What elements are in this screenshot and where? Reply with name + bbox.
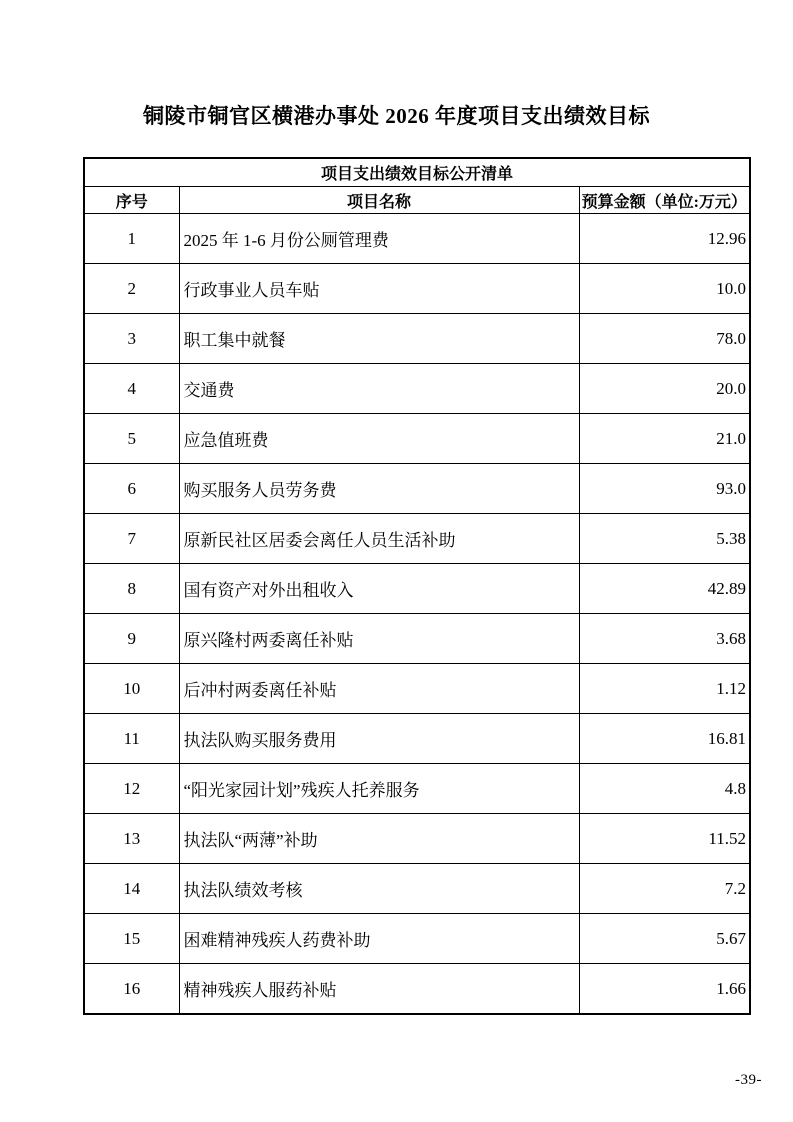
performance-target-table (83, 157, 751, 1015)
row-number-cell: 14 (84, 864, 179, 914)
table-row (84, 464, 750, 514)
table-row (84, 614, 750, 664)
row-number-cell: 10 (84, 664, 179, 714)
budget-amount-cell: 10.0 (579, 264, 750, 314)
table-row (84, 264, 750, 314)
table-row (84, 214, 750, 264)
row-number-cell: 7 (84, 514, 179, 564)
project-name-cell: 原新民社区居委会离任人员生活补助 (179, 514, 579, 564)
project-name-cell: 精神残疾人服药补贴 (179, 964, 579, 1015)
project-name-cell: 行政事业人员车贴 (179, 264, 579, 314)
budget-amount-cell: 4.8 (579, 764, 750, 814)
table-row (84, 814, 750, 864)
table-row (84, 714, 750, 764)
row-number-cell: 1 (84, 214, 179, 264)
budget-amount-cell: 7.2 (579, 864, 750, 914)
table-row (84, 964, 750, 1015)
project-name-cell: 国有资产对外出租收入 (179, 564, 579, 614)
table-row (84, 864, 750, 914)
budget-amount-cell: 1.66 (579, 964, 750, 1015)
column-header-budget-amount: 预算金额（单位:万元） (579, 187, 750, 214)
row-number-cell: 16 (84, 964, 179, 1015)
project-name-cell: 购买服务人员劳务费 (179, 464, 579, 514)
budget-amount-cell: 3.68 (579, 614, 750, 664)
table-caption: 项目支出绩效目标公开清单 (84, 158, 750, 187)
budget-amount-cell: 16.81 (579, 714, 750, 764)
budget-amount-cell: 42.89 (579, 564, 750, 614)
table-row (84, 564, 750, 614)
table-row (84, 914, 750, 964)
table-row (84, 664, 750, 714)
row-number-cell: 4 (84, 364, 179, 414)
table-row (84, 364, 750, 414)
table-row (84, 514, 750, 564)
budget-amount-cell: 20.0 (579, 364, 750, 414)
project-name-cell: 交通费 (179, 364, 579, 414)
row-number-cell: 5 (84, 414, 179, 464)
budget-amount-cell: 1.12 (579, 664, 750, 714)
project-name-cell: 应急值班费 (179, 414, 579, 464)
budget-amount-cell: 93.0 (579, 464, 750, 514)
budget-amount-cell: 12.96 (579, 214, 750, 264)
table-body (84, 214, 750, 1015)
table-caption-row (84, 158, 750, 187)
row-number-cell: 11 (84, 714, 179, 764)
row-number-cell: 12 (84, 764, 179, 814)
row-number-cell: 8 (84, 564, 179, 614)
project-name-cell: 原兴隆村两委离任补贴 (179, 614, 579, 664)
document-title: 铜陵市铜官区横港办事处 2026 年度项目支出绩效目标 (143, 104, 650, 128)
project-name-cell: 执法队“两薄”补助 (179, 814, 579, 864)
budget-amount-cell: 5.67 (579, 914, 750, 964)
project-name-cell: 职工集中就餐 (179, 314, 579, 364)
project-name-cell: 执法队绩效考核 (179, 864, 579, 914)
column-header-project-name: 项目名称 (179, 187, 579, 214)
column-header-no: 序号 (84, 187, 179, 214)
table-row (84, 764, 750, 814)
budget-amount-cell: 11.52 (579, 814, 750, 864)
project-name-cell: 2025 年 1-6 月份公厕管理费 (179, 214, 579, 264)
project-name-cell: 困难精神残疾人药费补助 (179, 914, 579, 964)
budget-amount-cell: 5.38 (579, 514, 750, 564)
table-row (84, 314, 750, 364)
row-number-cell: 6 (84, 464, 179, 514)
page-number: -39- (735, 1072, 762, 1088)
project-name-cell: 执法队购买服务费用 (179, 714, 579, 764)
project-name-cell: 后冲村两委离任补贴 (179, 664, 579, 714)
row-number-cell: 15 (84, 914, 179, 964)
row-number-cell: 3 (84, 314, 179, 364)
budget-amount-cell: 21.0 (579, 414, 750, 464)
row-number-cell: 9 (84, 614, 179, 664)
project-name-cell: “阳光家园计划”残疾人托养服务 (179, 764, 579, 814)
row-number-cell: 13 (84, 814, 179, 864)
table-row (84, 414, 750, 464)
table-header-row (84, 187, 750, 214)
budget-amount-cell: 78.0 (579, 314, 750, 364)
row-number-cell: 2 (84, 264, 179, 314)
